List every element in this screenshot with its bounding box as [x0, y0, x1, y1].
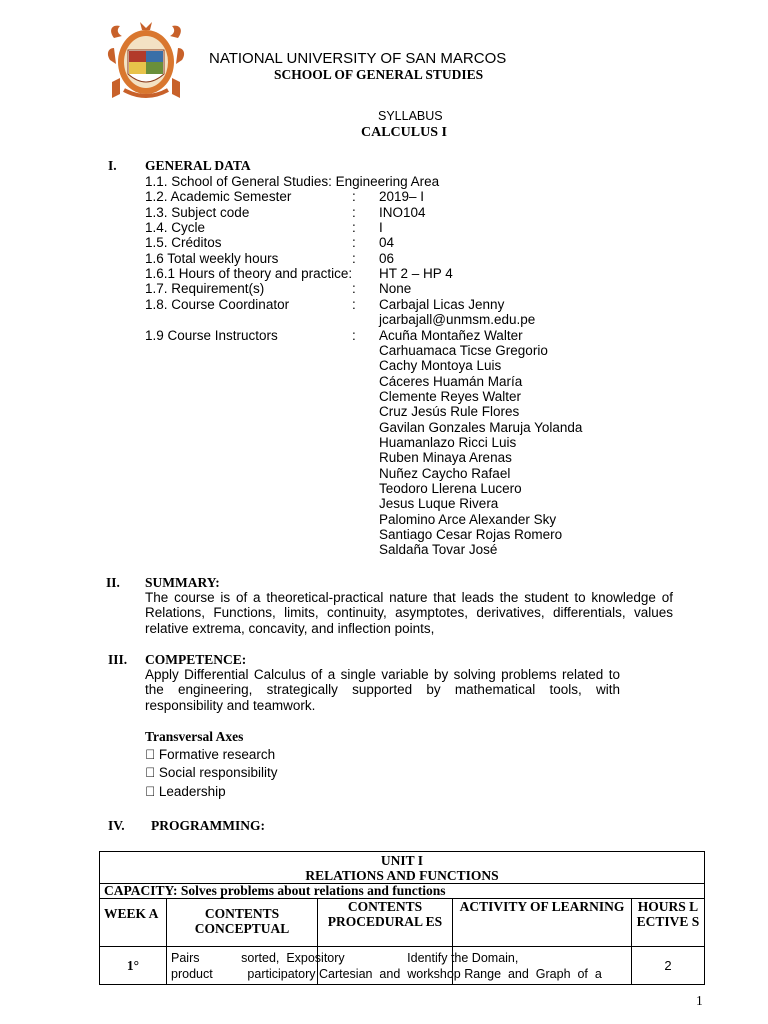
- general-data-label: 1.6 Total weekly hours: [145, 250, 279, 266]
- general-data-value: 06: [379, 250, 395, 266]
- contents-cell: [167, 947, 632, 985]
- column-divider: [452, 947, 453, 984]
- general-data-value: HT 2 – HP 4: [379, 266, 453, 282]
- general-data-label: 1.7. Requirement(s): [145, 281, 265, 297]
- general-data-value: Cruz Jesús Rule Flores: [379, 404, 520, 420]
- university-seal-icon: [106, 20, 186, 104]
- general-data-label: 1.2. Academic Semester: [145, 189, 292, 205]
- header-hours: HOURS LECTIVE S: [632, 899, 705, 947]
- general-data-value: Cachy Montoya Luis: [379, 358, 502, 374]
- axis-item: Social responsibility: [145, 765, 264, 780]
- general-data-value: INO104: [379, 204, 426, 220]
- hours-cell: 2: [632, 947, 705, 985]
- general-data-colon: :: [352, 235, 356, 251]
- page-number: 1: [696, 993, 703, 1008]
- general-data-value: Jesus Luque Rivera: [379, 496, 499, 512]
- general-data-label: 1.6.1 Hours of theory and practice:: [145, 266, 353, 282]
- general-data-value: 2019– I: [379, 189, 425, 205]
- general-data-colon: :: [352, 281, 356, 297]
- section-1-title: GENERAL DATA: [145, 158, 251, 173]
- general-data-value: Huamanlazo Ricci Luis: [379, 434, 517, 450]
- general-data-value: Carhuamaca Ticse Gregorio: [379, 342, 548, 358]
- general-data-colon: :: [352, 189, 356, 205]
- general-data-label: 1.5. Créditos: [145, 235, 222, 251]
- general-data-colon: :: [352, 204, 356, 220]
- week-cell: 1°: [100, 947, 167, 985]
- general-data-label: 1.3. Subject code: [145, 204, 250, 220]
- capacity-row: CAPACITY: Solves problems about relations and functions: [100, 884, 705, 899]
- general-data-colon: :: [352, 296, 356, 312]
- axis-item: Formative research: [145, 747, 262, 762]
- general-data-value: Santiago Cesar Rojas Romero: [379, 527, 563, 543]
- header-procedural: CONTENTS PROCEDURAL ES: [318, 899, 453, 947]
- contents-line-1: Pairs sorted, Expository Identify the Domain,: [171, 951, 519, 965]
- general-data-label: 1.9 Course Instructors: [145, 327, 278, 343]
- general-data-value: 04: [379, 235, 395, 251]
- general-data-value: Acuña Montañez Walter: [379, 327, 523, 343]
- programming-table: [99, 851, 705, 985]
- section-2-number: II.: [106, 575, 120, 590]
- university-name: NATIONAL UNIVERSITY OF SAN MARCOS: [209, 50, 507, 67]
- general-data-value: Nuñez Caycho Rafael: [379, 465, 511, 481]
- section-2-title: SUMMARY:: [145, 575, 220, 590]
- bullet-icon: [145, 747, 155, 762]
- bullet-icon: [145, 784, 155, 799]
- contents-line-2: product participatory Cartesian and workshop Range and Graph of a: [171, 967, 602, 981]
- general-data-value: jcarbajall@unmsm.edu.pe: [379, 312, 536, 328]
- general-data-value: Teodoro Llerena Lucero: [379, 481, 522, 496]
- course-title: CALCULUS I: [361, 125, 447, 140]
- general-data-label: 1.8. Course Coordinator: [145, 296, 290, 312]
- school-name: SCHOOL OF GENERAL STUDIES: [274, 67, 484, 82]
- general-data-value: I: [379, 220, 383, 236]
- column-divider: [317, 947, 318, 984]
- competence-text: Apply Differential Calculus of a single variable by solving problems related to the engineering, strategically supported by mathematical tools, with responsibility and teamwork.: [145, 667, 620, 713]
- section-4-number: IV.: [108, 818, 125, 833]
- general-data-value: None: [379, 281, 412, 297]
- section-4-title: PROGRAMMING:: [151, 818, 265, 833]
- general-data-value: Saldaña Tovar José: [379, 542, 498, 558]
- general-data-value: Gavilan Gonzales Maruja Yolanda: [379, 419, 583, 435]
- general-data-colon: :: [352, 327, 356, 343]
- general-data-label: 1.4. Cycle: [145, 220, 206, 236]
- transversal-axes-title: Transversal Axes: [145, 729, 244, 744]
- section-1-number: I.: [108, 158, 117, 173]
- axis-item: Leadership: [145, 784, 212, 799]
- section-3-number: III.: [108, 652, 128, 667]
- general-data-label: 1.1. School of General Studies: Engineering Area: [145, 174, 440, 189]
- header-activity: ACTIVITY OF LEARNING: [453, 899, 632, 947]
- general-data-value: Ruben Minaya Arenas: [379, 450, 512, 466]
- header-conceptual: CONTENTS CONCEPTUAL: [167, 899, 318, 947]
- general-data-value: Palomino Arce Alexander Sky: [379, 511, 557, 527]
- unit-label: UNIT I: [380, 853, 424, 868]
- general-data-value: Cáceres Huamán María: [379, 373, 523, 389]
- header-week: WEEK A: [100, 899, 167, 947]
- general-data-value: Clemente Reyes Walter: [379, 388, 522, 404]
- general-data-colon: :: [352, 250, 356, 266]
- section-3-title: COMPETENCE:: [145, 652, 247, 667]
- doc-type: SYLLABUS: [378, 109, 443, 123]
- unit-header: [100, 852, 705, 884]
- summary-text: The course is of a theoretical-practical nature that leads the student to knowledge of Relations, Functions, limits, continuity, asymptotes, derivatives, differentials, values relative extrema, concavity, and inflection points,: [145, 590, 673, 636]
- general-data-value: Carbajal Licas Jenny: [379, 296, 505, 312]
- bullet-icon: [145, 765, 155, 780]
- general-data-colon: :: [352, 220, 356, 236]
- unit-title: RELATIONS AND FUNCTIONS: [305, 868, 499, 883]
